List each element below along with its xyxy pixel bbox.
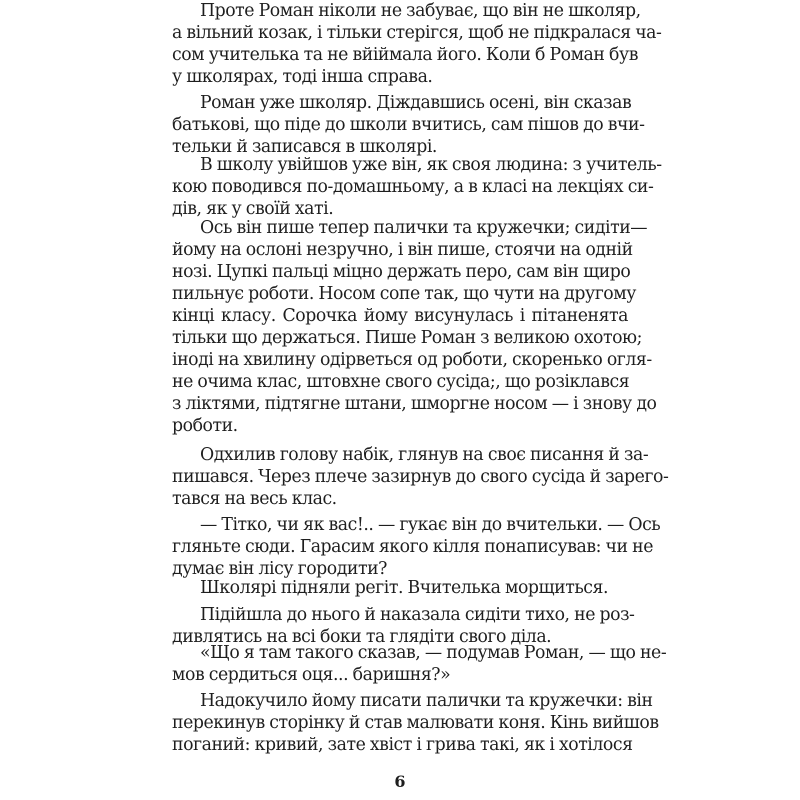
text-line: батькові, що піде до школи вчитись, сам пішов до вчи- [172,115,645,135]
text-line: тільки що держаться. Пише Роман з великою охотою; [172,328,643,348]
text-line: кінці класу. Сорочка йому висунулась і пітаненята [172,306,628,326]
text-line: «Що я там такого сказав, — подумав Роман, — що не- [200,643,667,663]
text-line: — Тітко, чи як вас!.. — гукає він до вчительки. — Ось [200,515,661,535]
text-line: перекинув сторінку й став малювати коня. Кінь вийшов [172,713,659,733]
text-line: пильнує роботи. Носом сопе так, що чути на другому [172,284,636,304]
text-line: іноді на хвилину одірветься од роботи, скоренько огля- [172,350,652,370]
text-line: Роман уже школяр. Діждавшись осені, він сказав [200,93,632,113]
text-line: тельки й записався в школярі. [172,137,437,157]
text-line: йому на ослоні незручно, і він пише, стоячи на одній [172,240,633,260]
text-line: пишався. Через плече зазирнув до свого сусіда й зарего- [172,467,669,487]
text-line: сом учителька та не вйіймала його. Коли б Роман був [172,45,638,65]
text-line: мов сердиться оця... баришня?» [172,665,451,685]
text-line: Проте Роман ніколи не забуває, що він не школяр, [200,1,641,21]
text-line: тався на весь клас. [172,489,337,509]
text-line: Ось він пише тепер палички та кружечки; сидіти— [200,218,648,238]
text-line: нозі. Цупкі пальці міцно держать перо, сам він щиро [172,262,631,282]
text-line: роботи. [172,416,238,436]
text-line: а вільний козак, і тільки стерігся, щоб не підкралася ча- [172,23,662,43]
text-line: дивлятись на всі боки та глядіти свого діла. [172,627,552,647]
text-line: Надокучило йому писати палички та кружечки: він [200,691,653,711]
text-line: гляньте сюди. Гарасим якого кілля понаписував: чи не [172,537,653,557]
text-line: з ліктями, підтягне штани, шморгне носом — і знову до [172,394,657,414]
text-line: поганий: кривий, зате хвіст і грива такі, як і хотілося [172,735,633,755]
text-line: не очима клас, штовхне свого сусіда;, що розіклався [172,372,630,392]
page-number: 6 [394,772,406,791]
text-line: Школярі підняли регіт. Вчителька морщиться. [200,578,608,598]
text-line: В школу увійшов уже він, як своя людина: з учитель- [200,155,662,175]
text-line: Підійшла до нього й наказала сидіти тихо, не роз- [200,605,635,625]
text-line: Одхилив голову набік, глянув на своє писання й за- [200,445,649,465]
text-line: у школярах, тоді інша справа. [172,67,433,87]
text-line: дів, як у своїй хаті. [172,199,334,219]
book-page [172,0,669,800]
text-line: кою поводився по-домашньому, а в класі на лекціях си- [172,177,654,197]
text-line: думає він лісу городити? [172,559,387,579]
